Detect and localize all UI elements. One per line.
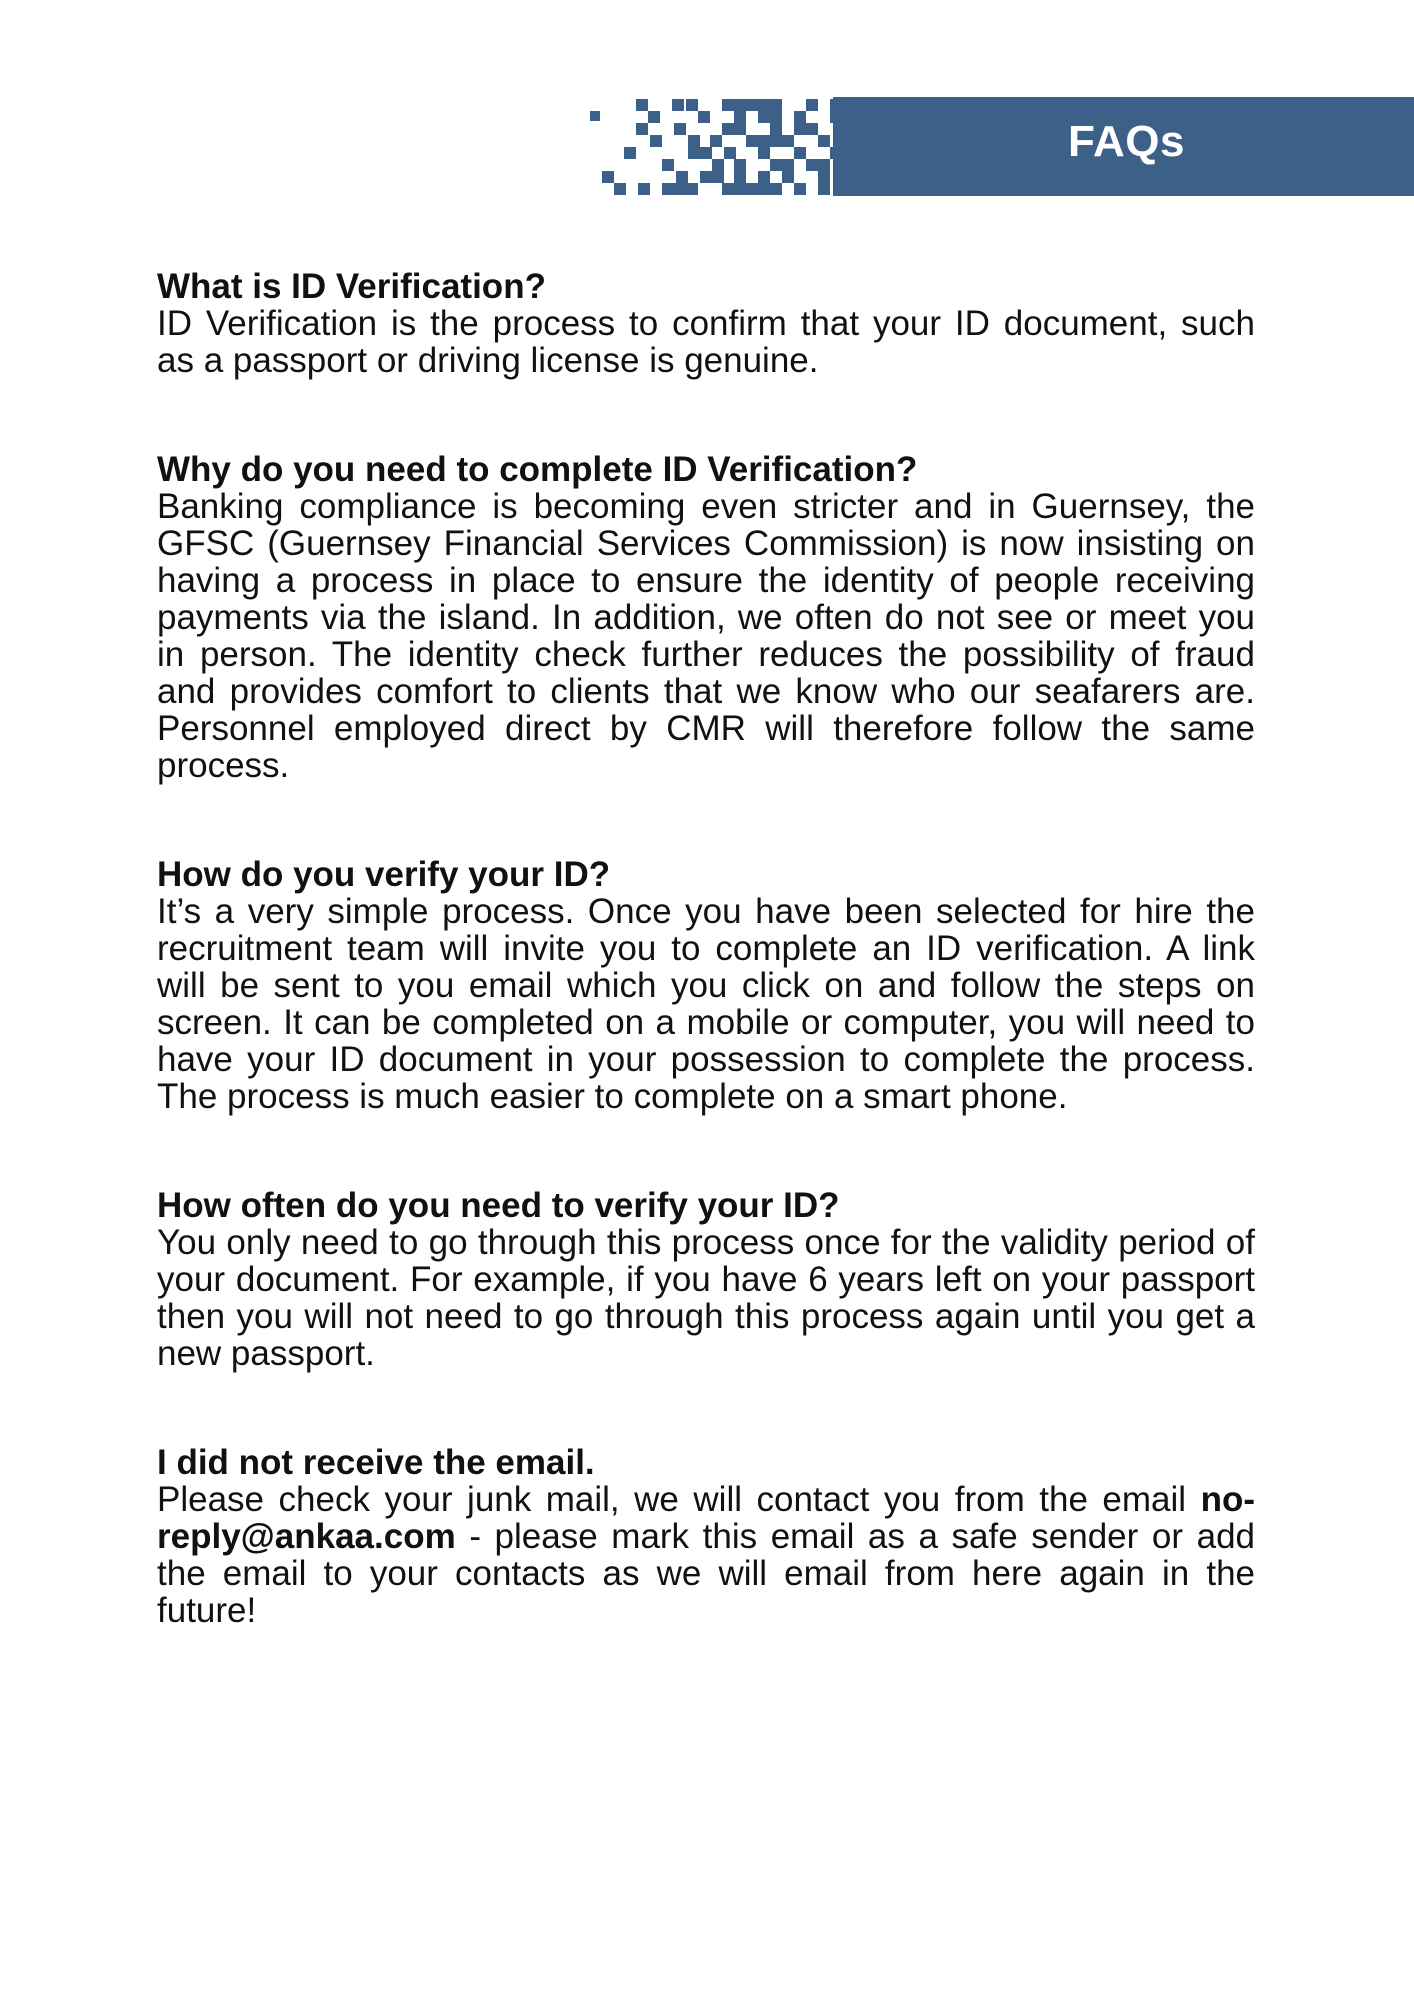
pixel-mosaic-icon: [588, 97, 838, 196]
faq-answer: ID Verification is the process to confirm that your ID document, such as a passport or driving license is genuine.: [157, 304, 1255, 380]
faq-item: [157, 268, 1255, 379]
faq-question: Why do you need to complete ID Verification?: [157, 450, 918, 489]
faq-question: I did not receive the email.: [157, 1443, 595, 1482]
page-title: FAQs: [1068, 117, 1185, 166]
faq-answer: You only need to go through this process once for the validity period of your document. For example, if you have 6 years left on your passport then you will not need to go through this process again until you get a new passport.: [157, 1223, 1255, 1373]
faq-question: How do you verify your ID?: [157, 855, 611, 894]
faq-item: [157, 1444, 1255, 1629]
faq-answer: It’s a very simple process. Once you have been selected for hire the recruitment team will invite you to complete an ID verification. A link will be sent to you email which you click on and follow the steps on screen. It can be completed on a mobile or computer, you will need to have your ID document in your possession to complete the process. The process is much easier to complete on a smart phone.: [157, 892, 1255, 1116]
answer-text: - please mark this email as a safe sender or add the email to your contacts as we will email from here again in the future!: [157, 1517, 1255, 1630]
answer-text: Please check your junk mail, we will contact you from the email: [157, 1480, 1187, 1519]
faq-question: What is ID Verification?: [157, 267, 546, 306]
faq-answer: [157, 1481, 1255, 1629]
faq-item: [157, 451, 1255, 784]
faq-item: [157, 856, 1255, 1115]
faq-item: [157, 1187, 1255, 1372]
faq-answer: Banking compliance is becoming even stricter and in Guernsey, the GFSC (Guernsey Financial Services Commission) is now insisting on having a process in place to ensure the identity of people receiving payments via the island. In addition, we often do not see or meet you in person. The identity check further reduces the possibility of fraud and provides comfort to clients that we know who our seafarers are. Personnel employed direct by CMR will therefore follow the same process.: [157, 487, 1255, 785]
contact-email: no-reply@ankaa.com: [157, 1480, 1256, 1556]
faq-question: How often do you need to verify your ID?: [157, 1186, 840, 1225]
faq-list: [157, 268, 1255, 1701]
